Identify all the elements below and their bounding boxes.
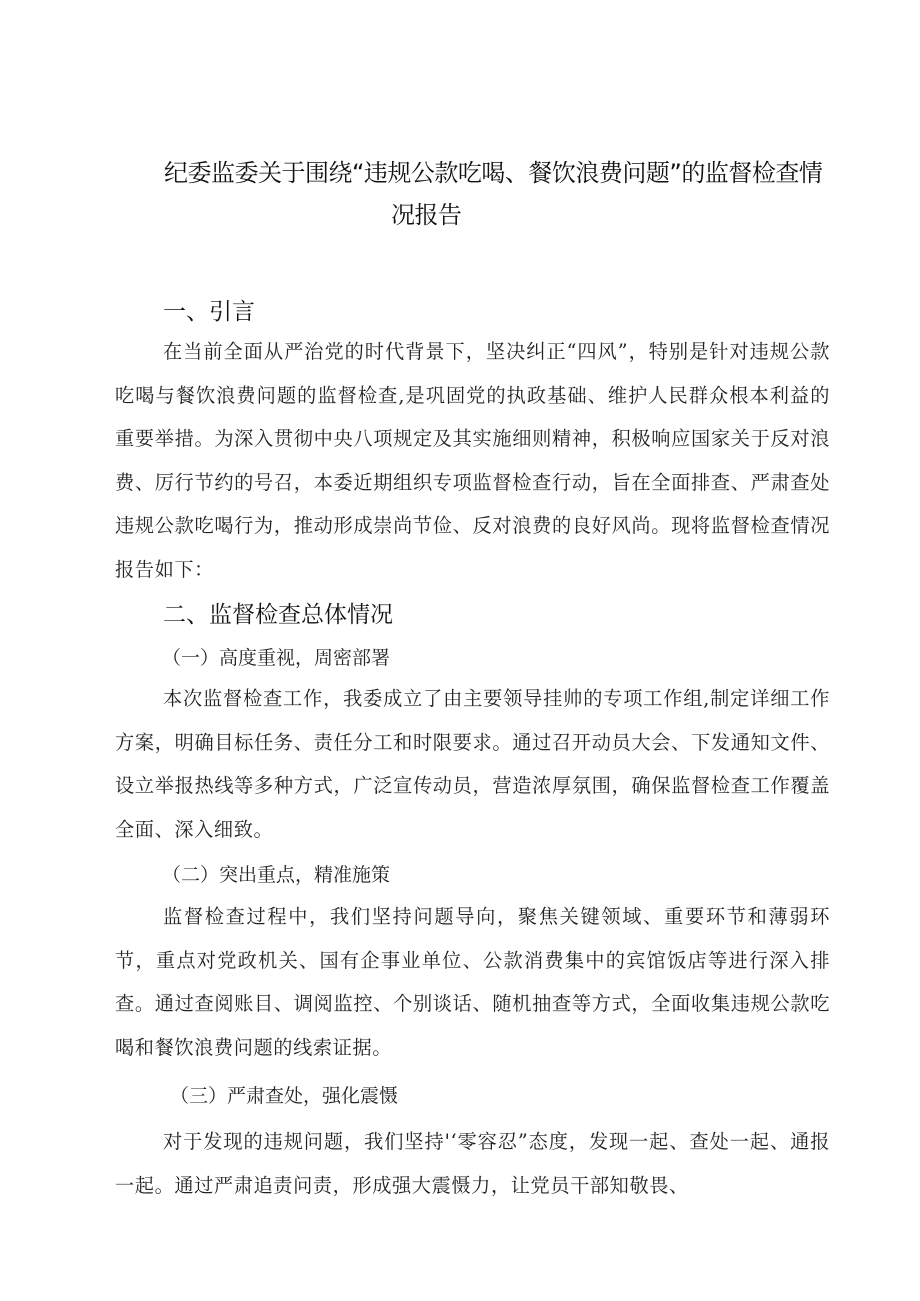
subsection-heading-1: （一）高度重视，周密部署 [162,647,391,669]
subsection-heading-2: （二）突出重点，精准施策 [162,864,391,886]
document-title [150,152,850,236]
title-line-2: 况报告 [391,201,462,229]
section-heading-intro: 一、引言 [163,299,255,325]
subsection-heading-3: （三）严肃查处，强化震慑 [170,1085,399,1107]
paragraph-intro: 在当前全面从严治党的时代背景下，坚决纠正“四风”，特别是针对违规公款吃喝与餐饮浪费问题的监督检查,是巩固党的执政基础、维护人民群众根本利益的重要举措。为深入贯彻中央八项规定及其实施细则精神，积极响应国家关于反对浪费、厉行节约的号召，本委近期组织专项监督检查行动，旨在全面排查、严肃查处违规公款吃喝行为，推动形成崇尚节俭、反对浪费的良好风尚。现将监督检查情况报告如下： [115,340,830,581]
paragraph-sub1: 本次监督检查工作，我委成立了由主要领导挂帅的专项工作组,制定详细工作方案，明确目标任务、责任分工和时限要求。通过召开动员大会、下发通知文件、设立举报热线等多种方式，广泛宣传动员，营造浓厚氛围，确保监督检查工作覆盖全面、深入细致。 [115,687,830,841]
paragraph-sub2: 监督检查过程中，我们坚持问题导向，聚焦关键领域、重要环节和薄弱环节，重点对党政机关、国有企事业单位、公款消费集中的宾馆饭店等进行深入排查。通过查阅账目、调阅监控、个别谈话、随机抽查等方式，全面收集违规公款吃喝和餐饮浪费问题的线索证据。 [115,905,830,1059]
title-line-1: 纪委监委关于围绕“违规公款吃喝、餐饮浪费问题”的监督检查情 [164,159,823,187]
paragraph-sub3: 对于发现的违规问题，我们坚持'‘零容忍”态度，发现一起、查处一起、通报一起。通过严肃追责问责，形成强大震慑力，让党员干部知敬畏、 [115,1130,830,1197]
section-heading-overview: 二、监督检查总体情况 [163,602,393,628]
